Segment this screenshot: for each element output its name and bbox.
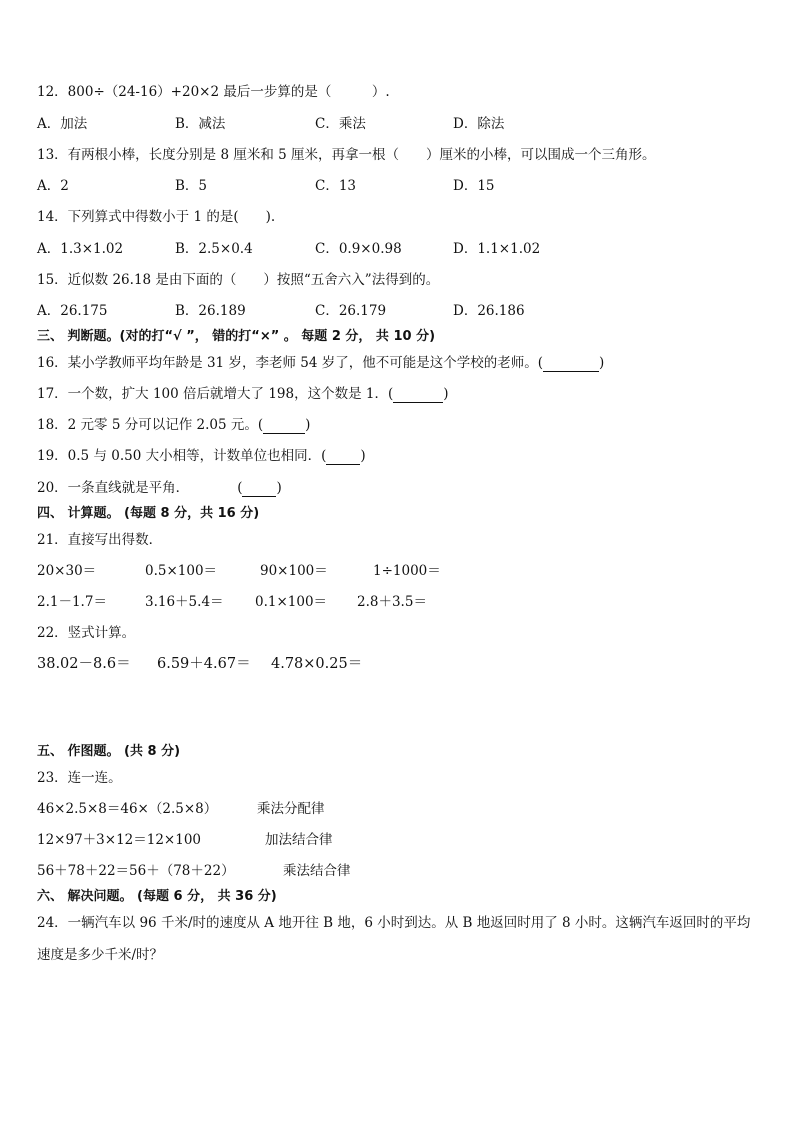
q20-text: 20．一条直线就是平角． [37, 480, 190, 496]
q21-calc: 3.16＋5.4＝ [145, 594, 224, 610]
question-13: 13．有两根小棒，长度分别是 8 厘米和 5 厘米，再拿一根（ ）厘米的小棒，可以围成一个三角形。 [37, 147, 656, 163]
q23-right-item: 乘法结合律 [283, 863, 351, 879]
q15-option-a: A．26.175 [37, 303, 108, 319]
q14-option-b: B．2.5×0.4 [175, 241, 253, 257]
q19-end: ) [360, 448, 366, 464]
question-18 [37, 416, 310, 434]
answer-blank[interactable] [326, 450, 360, 465]
q14-option-c: C．0.9×0.98 [315, 241, 402, 257]
q17-end: ) [443, 386, 449, 402]
q13-option-c: C．13 [315, 178, 357, 194]
q15-option-b: B．26.189 [175, 303, 246, 319]
question-15: 15．近似数 26.18 是由下面的（ ）按照“五舍六入”法得到的。 [37, 272, 440, 288]
answer-blank[interactable] [242, 482, 276, 497]
q23-left-item: 12×97＋3×12＝12×100 [37, 832, 202, 848]
question-21: 21．直接写出得数． [37, 532, 163, 548]
answer-blank[interactable] [393, 388, 443, 403]
q12-option-a: A．加法 [37, 116, 88, 132]
q14-option-a: A．1.3×1.02 [37, 241, 124, 257]
q21-calc: 20×30＝ [37, 563, 97, 579]
q21-calc: 0.5×100＝ [145, 563, 218, 579]
q20-end: ) [276, 480, 282, 496]
section-3-heading: 三、 判断题。(对的打“√ ”， 错的打“×” 。 每题 2 分， 共 10 分) [37, 329, 436, 344]
answer-blank[interactable] [263, 419, 305, 434]
q16-end: ) [598, 355, 605, 371]
q17-text: 17．一个数，扩大 100 倍后就增大了 198，这个数是 1．( [37, 386, 394, 402]
q23-left-item: 56＋78＋22＝56＋（78＋22） [37, 863, 235, 879]
question-24-line-1: 24．一辆汽车以 96 千米/时的速度从 A 地开往 B 地，6 小时到达。从 B 地返回时用了 8 小时。这辆汽车返回时的平均 [37, 915, 751, 931]
q18-end: ) [305, 417, 311, 433]
q13-option-d: D．15 [453, 178, 495, 194]
q22-calc: 4.78×0.25＝ [271, 656, 363, 672]
q18-text: 18．2 元零 5 分可以记作 2.05 元。( [37, 417, 264, 433]
q20-start: ( [237, 480, 243, 496]
answer-blank[interactable] [543, 357, 599, 372]
q21-calc: 0.1×100＝ [255, 594, 328, 610]
q12-option-d: D．除法 [453, 116, 505, 132]
q22-calc: 38.02－8.6＝ [37, 656, 131, 672]
q12-option-b: B．减法 [175, 116, 226, 132]
q13-option-b: B．5 [175, 178, 208, 194]
q23-right-item: 乘法分配律 [257, 801, 325, 817]
q21-calc: 2.1－1.7＝ [37, 594, 107, 610]
q22-calc: 6.59＋4.67＝ [157, 656, 251, 672]
question-22: 22．竖式计算。 [37, 625, 136, 641]
q23-left-item: 46×2.5×8＝46×（2.5×8） [37, 801, 218, 817]
q23-right-item: 加法结合律 [265, 832, 333, 848]
q19-text: 19．0.5 与 0.50 大小相等，计数单位也相同．( [37, 448, 327, 464]
question-23: 23．连一连。 [37, 770, 122, 786]
section-5-heading: 五、 作图题。 (共 8 分) [37, 744, 181, 759]
section-4-heading: 四、 计算题。 (每题 8 分，共 16 分) [37, 506, 260, 521]
question-19 [37, 447, 366, 465]
q13-option-a: A．2 [37, 178, 69, 194]
q21-calc: 1÷1000＝ [373, 563, 441, 579]
q15-option-d: D．26.186 [453, 303, 525, 319]
section-6-heading: 六、 解决问题。 (每题 6 分， 共 36 分) [37, 889, 277, 904]
question-20 [37, 479, 282, 497]
question-24-line-2: 速度是多少千米/时？ [37, 947, 164, 963]
q21-calc: 2.8＋3.5＝ [357, 594, 427, 610]
q15-option-c: C．26.179 [315, 303, 387, 319]
q16-text: 16．某小学教师平均年龄是 31 岁，李老师 54 岁了，他不可能是这个学校的老师。( [37, 355, 543, 371]
question-12: 12．800÷（24-16）+20×2 最后一步算的是（ ）. [37, 84, 390, 100]
q14-option-d: D．1.1×1.02 [453, 241, 541, 257]
question-14: 14．下列算式中得数小于 1 的是( ). [37, 209, 276, 225]
q21-calc: 90×100＝ [260, 563, 328, 579]
question-16 [37, 354, 604, 372]
question-17 [37, 385, 449, 403]
q12-option-c: C．乘法 [315, 116, 366, 132]
